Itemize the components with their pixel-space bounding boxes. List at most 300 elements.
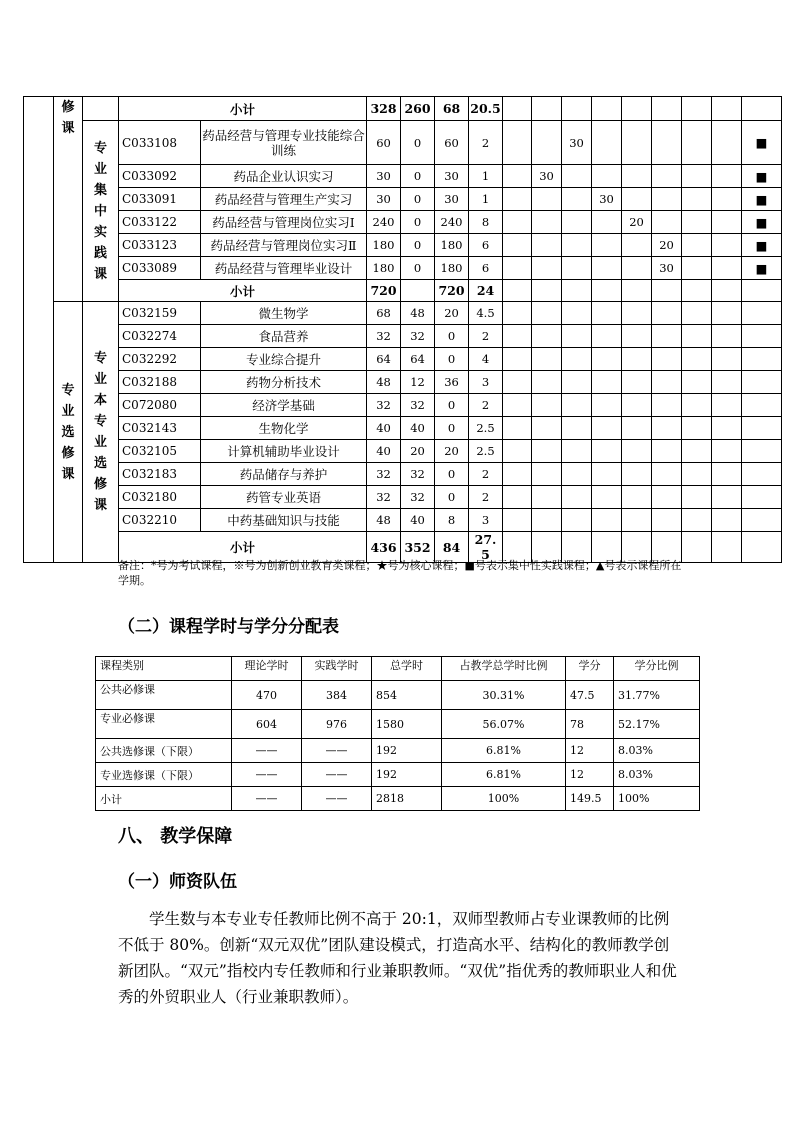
column-header: 理论学时	[232, 657, 302, 681]
semester-cell	[503, 280, 532, 302]
semester-cell	[742, 486, 782, 509]
semester-cell	[682, 417, 712, 440]
semester-cell	[532, 302, 562, 325]
table-row	[96, 710, 700, 739]
semester-cell	[742, 463, 782, 486]
course-code: C032143	[119, 417, 201, 440]
course-hours: 0	[435, 463, 469, 486]
table-cell: 149.5	[566, 787, 614, 811]
table-cell: 56.07%	[442, 710, 566, 739]
semester-cell	[532, 325, 562, 348]
semester-cell	[562, 97, 592, 121]
semester-cell	[742, 97, 782, 121]
semester-cell	[592, 440, 622, 463]
semester-cell	[622, 97, 652, 121]
subtotal-value: 24	[469, 280, 503, 302]
semester-cell	[562, 234, 592, 257]
semester-cell	[742, 440, 782, 463]
semester-cell	[682, 257, 712, 280]
subtotal-value	[401, 280, 435, 302]
table-cell: 604	[232, 710, 302, 739]
course-code: C032180	[119, 486, 201, 509]
semester-cell	[652, 348, 682, 371]
semester-cell	[712, 302, 742, 325]
semester-cell	[592, 97, 622, 121]
semester-cell	[682, 509, 712, 532]
semester-cell	[652, 165, 682, 188]
course-hours: 32	[367, 325, 401, 348]
semester-cell	[712, 417, 742, 440]
semester-cell	[503, 257, 532, 280]
semester-cell	[562, 371, 592, 394]
semester-cell	[503, 302, 532, 325]
semester-cell	[682, 188, 712, 211]
semester-cell	[503, 371, 532, 394]
semester-cell	[503, 417, 532, 440]
course-hours: 40	[401, 417, 435, 440]
course-hours: 0	[401, 165, 435, 188]
semester-cell	[592, 280, 622, 302]
column-header: 总学时	[372, 657, 442, 681]
course-hours: 0	[435, 394, 469, 417]
course-name: 药物分析技术	[201, 371, 367, 394]
course-code: C032210	[119, 509, 201, 532]
blank-left-column	[24, 97, 54, 563]
table-row	[24, 234, 782, 257]
semester-cell	[712, 463, 742, 486]
semester-cell	[682, 371, 712, 394]
semester-cell	[742, 532, 782, 563]
column-header: 学分比例	[614, 657, 700, 681]
course-hours: 48	[367, 371, 401, 394]
course-hours: 64	[367, 348, 401, 371]
faculty-paragraph: 学生数与本专业专任教师比例不高于 20:1，双师型教师占专业课教师的比例不低于 80%。创新“双元双优”团队建设模式，打造高水平、结构化的教师教学创新团队。“双元”指校内专任教师和行业兼职教师。“双优”指优秀的教师职业人和优秀的外贸职业人（行业兼职教师）。	[118, 910, 677, 1006]
table-row	[24, 121, 782, 165]
table-row	[24, 417, 782, 440]
semester-cell	[742, 348, 782, 371]
semester-cell	[682, 234, 712, 257]
table-row	[24, 371, 782, 394]
semester-cell	[503, 486, 532, 509]
semester-cell: 20	[622, 211, 652, 234]
semester-cell	[532, 211, 562, 234]
semester-cell	[682, 394, 712, 417]
table-cell: ——	[232, 763, 302, 787]
course-name: 药品经营与管理生产实习	[201, 188, 367, 211]
course-code: C033092	[119, 165, 201, 188]
course-code: C032183	[119, 463, 201, 486]
table-cell: 78	[566, 710, 614, 739]
course-hours: 48	[401, 302, 435, 325]
course-hours: 0	[435, 486, 469, 509]
table-cell: 1580	[372, 710, 442, 739]
semester-cell	[562, 280, 592, 302]
semester-cell	[742, 325, 782, 348]
course-name: 食品营养	[201, 325, 367, 348]
course-hours: 0	[401, 188, 435, 211]
column-header: 学分	[566, 657, 614, 681]
semester-cell	[503, 440, 532, 463]
course-hours: 1	[469, 165, 503, 188]
semester-cell	[592, 257, 622, 280]
course-hours: 0	[435, 325, 469, 348]
course-code: C072080	[119, 394, 201, 417]
semester-cell	[652, 417, 682, 440]
course-hours: 180	[367, 257, 401, 280]
semester-cell	[503, 97, 532, 121]
course-hours: 30	[435, 188, 469, 211]
semester-cell	[622, 463, 652, 486]
course-name: 药品储存与养护	[201, 463, 367, 486]
table-row	[96, 763, 700, 787]
course-name: 药品经营与管理专业技能综合训练	[201, 121, 367, 165]
semester-cell	[503, 121, 532, 165]
course-hours: 40	[367, 417, 401, 440]
course-hours: 32	[401, 463, 435, 486]
section-title-credit-distribution: （二）课程学时与学分分配表	[118, 617, 339, 637]
course-hours: 40	[367, 440, 401, 463]
semester-cell	[652, 280, 682, 302]
semester-cell	[592, 165, 622, 188]
table-row	[24, 463, 782, 486]
column-header: 课程类别	[96, 657, 232, 681]
course-hours: 32	[401, 486, 435, 509]
semester-cell	[712, 394, 742, 417]
course-hours: 30	[435, 165, 469, 188]
table-cell: 47.5	[566, 681, 614, 710]
practice-mark-cell: ■	[742, 211, 782, 234]
semester-cell	[742, 302, 782, 325]
blank-group-cell	[83, 97, 119, 121]
table-row	[24, 509, 782, 532]
practice-mark-cell: ■	[742, 121, 782, 165]
table-cell: 6.81%	[442, 763, 566, 787]
course-code: C033122	[119, 211, 201, 234]
table-row	[24, 97, 782, 121]
subtotal-value: 436	[367, 532, 401, 563]
semester-cell	[562, 302, 592, 325]
table-cell: 2818	[372, 787, 442, 811]
semester-cell	[532, 97, 562, 121]
course-hours: 180	[367, 234, 401, 257]
hours-credit-table	[95, 656, 700, 811]
semester-cell	[592, 121, 622, 165]
course-hours: 12	[401, 371, 435, 394]
semester-cell	[682, 165, 712, 188]
semester-cell	[622, 348, 652, 371]
semester-cell	[532, 394, 562, 417]
course-hours: 0	[401, 257, 435, 280]
semester-cell	[712, 121, 742, 165]
practice-mark-cell: ■	[742, 188, 782, 211]
course-hours: 32	[401, 325, 435, 348]
semester-cell	[712, 211, 742, 234]
subtotal-value: 260	[401, 97, 435, 121]
semester-cell	[652, 121, 682, 165]
table-row	[96, 681, 700, 710]
course-name: 药管专业英语	[201, 486, 367, 509]
course-code: C032188	[119, 371, 201, 394]
semester-cell	[503, 394, 532, 417]
semester-cell	[592, 417, 622, 440]
table-cell: ——	[232, 739, 302, 763]
subtotal-value: 352	[401, 532, 435, 563]
chapter-title: 八、 教学保障	[118, 826, 233, 847]
semester-cell	[682, 348, 712, 371]
semester-cell	[712, 509, 742, 532]
semester-cell	[532, 509, 562, 532]
semester-cell	[592, 234, 622, 257]
semester-cell	[742, 371, 782, 394]
course-name: 药品企业认识实习	[201, 165, 367, 188]
subtotal-value: 68	[435, 97, 469, 121]
semester-cell	[622, 302, 652, 325]
semester-cell	[532, 234, 562, 257]
semester-cell	[652, 463, 682, 486]
subtotal-value: 720	[435, 280, 469, 302]
table-cell: 470	[232, 681, 302, 710]
semester-cell	[532, 121, 562, 165]
semester-cell	[712, 165, 742, 188]
semester-cell	[592, 394, 622, 417]
course-hours: 6	[469, 234, 503, 257]
course-hours: 30	[367, 188, 401, 211]
column-header: 占教学总学时比例	[442, 657, 566, 681]
table-cell: 30.31%	[442, 681, 566, 710]
semester-cell	[682, 440, 712, 463]
course-code: C033089	[119, 257, 201, 280]
semester-cell	[652, 325, 682, 348]
semester-cell	[622, 394, 652, 417]
table-cell: ——	[232, 787, 302, 811]
semester-cell	[622, 121, 652, 165]
course-hours: 6	[469, 257, 503, 280]
semester-cell	[712, 440, 742, 463]
table-cell: ——	[302, 739, 372, 763]
section-title-faculty: （一）师资队伍	[118, 872, 237, 892]
table-row	[24, 257, 782, 280]
semester-cell	[532, 417, 562, 440]
semester-cell	[682, 280, 712, 302]
semester-cell	[592, 348, 622, 371]
column-header: 实践学时	[302, 657, 372, 681]
table-row	[24, 440, 782, 463]
course-hours: 180	[435, 234, 469, 257]
semester-cell	[562, 188, 592, 211]
course-hours: 68	[367, 302, 401, 325]
semester-cell	[532, 280, 562, 302]
semester-cell	[652, 188, 682, 211]
table-row	[96, 739, 700, 763]
semester-cell	[532, 257, 562, 280]
semester-cell	[592, 325, 622, 348]
semester-cell	[562, 348, 592, 371]
semester-cell	[742, 509, 782, 532]
semester-cell	[712, 97, 742, 121]
table-note: 备注：*号为考试课程，※号为创新创业教育类课程；★号为核心课程；■号表示集中性实践课程；▲号表示课程所在学期。	[118, 559, 682, 587]
semester-cell	[532, 486, 562, 509]
course-hours: 20	[435, 440, 469, 463]
semester-cell	[682, 211, 712, 234]
table-cell: 专业必修课	[96, 710, 232, 739]
semester-cell	[592, 371, 622, 394]
table-cell: 192	[372, 763, 442, 787]
course-hours: 2	[469, 394, 503, 417]
course-code: C032292	[119, 348, 201, 371]
semester-cell	[562, 211, 592, 234]
semester-cell	[503, 325, 532, 348]
semester-cell	[682, 121, 712, 165]
practice-mark-cell: ■	[742, 234, 782, 257]
subtotal-value: 720	[367, 280, 401, 302]
semester-cell	[562, 417, 592, 440]
semester-cell	[712, 532, 742, 563]
course-code: C033108	[119, 121, 201, 165]
semester-cell: 20	[652, 234, 682, 257]
course-hours: 0	[435, 348, 469, 371]
semester-cell	[652, 509, 682, 532]
course-hours: 32	[401, 394, 435, 417]
table-row	[24, 394, 782, 417]
semester-cell	[652, 394, 682, 417]
table-cell: 公共选修课（下限）	[96, 739, 232, 763]
course-hours: 1	[469, 188, 503, 211]
subtotal-value: 20.5	[469, 97, 503, 121]
course-hours: 32	[367, 463, 401, 486]
table-cell: 12	[566, 739, 614, 763]
course-name: 药品经营与管理岗位实习Ⅱ	[201, 234, 367, 257]
semester-cell	[592, 486, 622, 509]
course-hours: 36	[435, 371, 469, 394]
course-code: C033091	[119, 188, 201, 211]
semester-cell	[622, 257, 652, 280]
semester-cell	[742, 417, 782, 440]
table-row	[24, 211, 782, 234]
semester-cell	[712, 486, 742, 509]
group-label-elective: 专 业 本 专 业 选 修 课	[83, 302, 119, 563]
semester-cell	[562, 257, 592, 280]
course-name: 药品经营与管理岗位实习Ⅰ	[201, 211, 367, 234]
semester-cell	[682, 463, 712, 486]
subtotal-value: 27. 5	[469, 532, 503, 563]
semester-cell	[682, 302, 712, 325]
table-cell: 854	[372, 681, 442, 710]
course-hours: 60	[367, 121, 401, 165]
course-hours: 2	[469, 463, 503, 486]
course-hours: 32	[367, 486, 401, 509]
semester-cell	[622, 486, 652, 509]
semester-cell	[503, 509, 532, 532]
table-cell: 384	[302, 681, 372, 710]
course-name: 中药基础知识与技能	[201, 509, 367, 532]
course-hours: 2	[469, 486, 503, 509]
semester-cell	[682, 486, 712, 509]
subtotal-label: 小计	[119, 532, 367, 563]
course-hours: 0	[401, 211, 435, 234]
course-hours: 8	[435, 509, 469, 532]
semester-cell: 30	[562, 121, 592, 165]
subtotal-label: 小计	[119, 97, 367, 121]
course-code: C032105	[119, 440, 201, 463]
semester-cell	[562, 486, 592, 509]
semester-cell	[532, 463, 562, 486]
course-name: 专业综合提升	[201, 348, 367, 371]
course-hours: 48	[367, 509, 401, 532]
semester-cell	[562, 440, 592, 463]
subtotal-value: 328	[367, 97, 401, 121]
table-cell: 192	[372, 739, 442, 763]
semester-cell	[652, 440, 682, 463]
table-cell: 52.17%	[614, 710, 700, 739]
course-name: 经济学基础	[201, 394, 367, 417]
semester-cell: 30	[652, 257, 682, 280]
semester-cell	[503, 463, 532, 486]
semester-cell	[712, 348, 742, 371]
semester-cell	[652, 302, 682, 325]
course-hours: 4	[469, 348, 503, 371]
table-cell: 8.03%	[614, 763, 700, 787]
semester-cell	[652, 371, 682, 394]
semester-cell	[562, 165, 592, 188]
course-code: C033123	[119, 234, 201, 257]
course-code: C032274	[119, 325, 201, 348]
semester-cell	[532, 188, 562, 211]
semester-cell	[503, 234, 532, 257]
table-cell: 100%	[442, 787, 566, 811]
semester-cell	[652, 486, 682, 509]
course-hours: 0	[435, 417, 469, 440]
table-row	[24, 302, 782, 325]
table-row	[24, 325, 782, 348]
course-hours: 4.5	[469, 302, 503, 325]
subtotal-label: 小计	[119, 280, 367, 302]
semester-cell	[592, 302, 622, 325]
table-row	[24, 188, 782, 211]
course-table	[23, 96, 782, 563]
semester-cell	[562, 325, 592, 348]
course-hours: 40	[401, 509, 435, 532]
table-cell: 31.77%	[614, 681, 700, 710]
semester-cell	[712, 325, 742, 348]
course-hours: 60	[435, 121, 469, 165]
semester-cell	[652, 211, 682, 234]
course-hours: 20	[401, 440, 435, 463]
semester-cell	[562, 463, 592, 486]
table-cell: ——	[302, 763, 372, 787]
table-row	[24, 486, 782, 509]
course-name: 药品经营与管理毕业设计	[201, 257, 367, 280]
table-cell: 100%	[614, 787, 700, 811]
table-cell: 公共必修课	[96, 681, 232, 710]
table-row	[24, 348, 782, 371]
semester-cell	[592, 509, 622, 532]
semester-cell	[503, 165, 532, 188]
course-hours: 32	[367, 394, 401, 417]
group-label-practice: 专 业 集 中 实 践 课	[83, 121, 119, 302]
subtotal-value: 84	[435, 532, 469, 563]
course-hours: 8	[469, 211, 503, 234]
table-cell: 专业选修课（下限）	[96, 763, 232, 787]
semester-cell: 30	[592, 188, 622, 211]
semester-cell	[532, 440, 562, 463]
course-hours: 240	[435, 211, 469, 234]
practice-mark-cell: ■	[742, 257, 782, 280]
practice-mark-cell: ■	[742, 165, 782, 188]
course-hours: 30	[367, 165, 401, 188]
course-hours: 64	[401, 348, 435, 371]
semester-cell	[622, 280, 652, 302]
semester-cell	[712, 371, 742, 394]
